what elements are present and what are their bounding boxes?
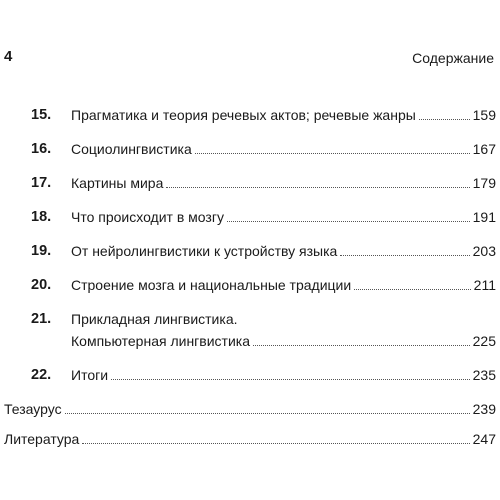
back-matter-title: Литература xyxy=(4,431,80,447)
page-ref: 191 xyxy=(472,209,496,225)
chapter-number: 17. xyxy=(31,175,52,191)
chapter-number: 16. xyxy=(31,141,52,157)
chapter-number: 20. xyxy=(31,277,52,293)
dot-leader xyxy=(227,220,470,222)
toc-entry-21[interactable] xyxy=(0,310,500,350)
dot-leader xyxy=(111,378,470,380)
chapter-number: 21. xyxy=(31,311,52,327)
dot-leader xyxy=(82,442,469,444)
dot-leader xyxy=(354,288,470,290)
chapter-title: Строение мозга и национальные традиции xyxy=(71,277,352,293)
chapter-title: Картины мира xyxy=(71,175,164,191)
page-ref: 247 xyxy=(472,431,496,447)
page-ref: 179 xyxy=(472,175,496,191)
page-ref: 235 xyxy=(472,367,496,383)
page-number: 4 xyxy=(4,48,13,65)
chapter-title-line-2: Компьютерная лингвистика xyxy=(71,333,250,349)
page-ref: 203 xyxy=(472,243,496,259)
chapter-title-line-1: Прикладная лингвистика. xyxy=(71,311,238,327)
page-ref: 167 xyxy=(472,141,496,157)
page-ref: 239 xyxy=(472,401,496,417)
dot-leader xyxy=(253,344,470,346)
chapter-title: Итоги xyxy=(71,367,109,383)
dot-leader xyxy=(419,118,470,120)
chapter-title: От нейролингвистики к устройству языка xyxy=(71,243,338,259)
chapter-number: 18. xyxy=(31,209,52,225)
chapter-title: Прагматика и теория речевых актов; речевые жанры xyxy=(71,107,416,123)
dot-leader xyxy=(65,412,470,414)
back-matter-title: Тезаурус xyxy=(4,401,62,417)
chapter-title: Социолингвистика xyxy=(71,141,192,157)
dot-leader xyxy=(166,186,469,188)
page-ref: 225 xyxy=(472,333,496,349)
chapter-number: 15. xyxy=(31,107,52,123)
page-ref: 159 xyxy=(472,107,496,123)
running-title: Содержание xyxy=(412,50,494,66)
chapter-number: 22. xyxy=(31,367,52,383)
dot-leader xyxy=(340,254,469,256)
page-ref: 211 xyxy=(473,277,496,293)
chapter-number: 19. xyxy=(31,243,52,259)
dot-leader xyxy=(195,152,470,154)
chapter-title: Что происходит в мозгу xyxy=(71,209,224,225)
